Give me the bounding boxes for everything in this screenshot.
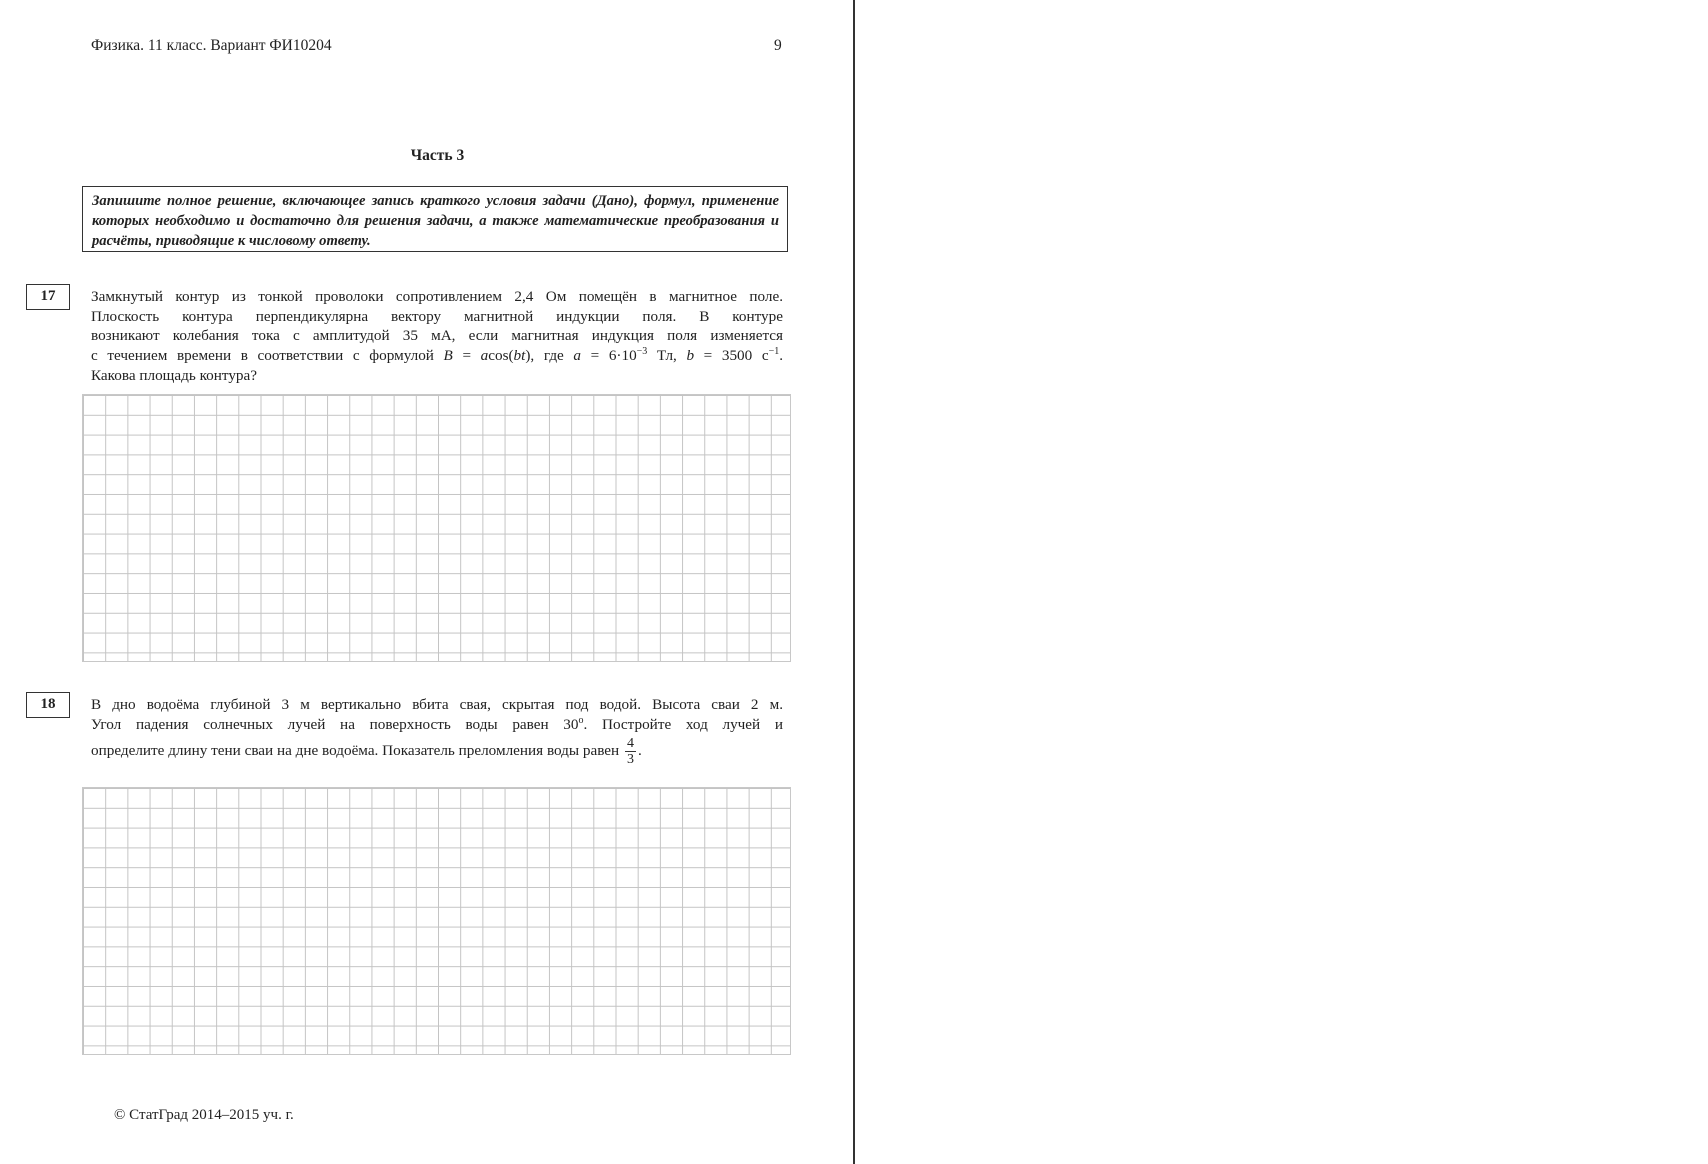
q17-line-1: Замкнутый контур из тонкой проволоки сопротивлением 2,4 Ом помещён в магнитное поле. [91, 288, 783, 305]
footer-copyright: © СтатГрад 2014–2015 уч. г. [114, 1107, 294, 1123]
q18-line-2: Угол падения солнечных лучей на поверхность воды равен $30^о$. Постройте ход лучей и [91, 714, 783, 733]
part-title: Часть 3 [410, 147, 465, 164]
blank-page-area [855, 0, 1708, 1164]
answer-grid-17[interactable] [82, 394, 791, 662]
q17-line-4: с течением времени в соответствии с формулой B = acos(bt), где $a = 6\cdot 10^{-3}$ Тл, b = 3500 $с^{-1}$. [91, 346, 784, 365]
question-number-17: 17 [26, 284, 70, 310]
q17-line-3: возникают колебания тока с амплитудой 35 мА, если магнитная индукция поля изменяется [91, 327, 783, 345]
question-17-text [91, 287, 783, 386]
q17-line-5: Какова площадь контура? [91, 366, 258, 384]
q18-line-1: В дно водоёма глубиной 3 м вертикально вбита свая, скрытая под водой. Высота сваи 2 м. [91, 696, 783, 713]
instruction-text: Запишите полное решение, включающее запись краткого условия задачи (Дано), формул, применение которых необходимо и достаточно для решения задачи, а также математические преобразования и расчёты, приводящие к числовому ответу. [92, 193, 779, 249]
q17-line-2: Плоскость контура перпендикулярна вектору магнитной индукции поля. В контуре [91, 307, 783, 325]
document-page [0, 0, 853, 1164]
answer-grid-18[interactable] [82, 787, 791, 1055]
header-subject: Физика. 11 класс. Вариант ФИ10204 [91, 37, 332, 54]
refraction-index-fraction: $\frac{4}{3}$ [626, 736, 634, 768]
question-number-18: 18 [26, 692, 70, 718]
q18-line-3: определите длину тени сваи на дне водоёма. Показатель преломления воды равен $\frac{4}{3}$ . [91, 736, 642, 768]
header-page-number: 9 [774, 37, 782, 54]
instruction-box [82, 186, 788, 252]
question-18-text [91, 695, 783, 767]
